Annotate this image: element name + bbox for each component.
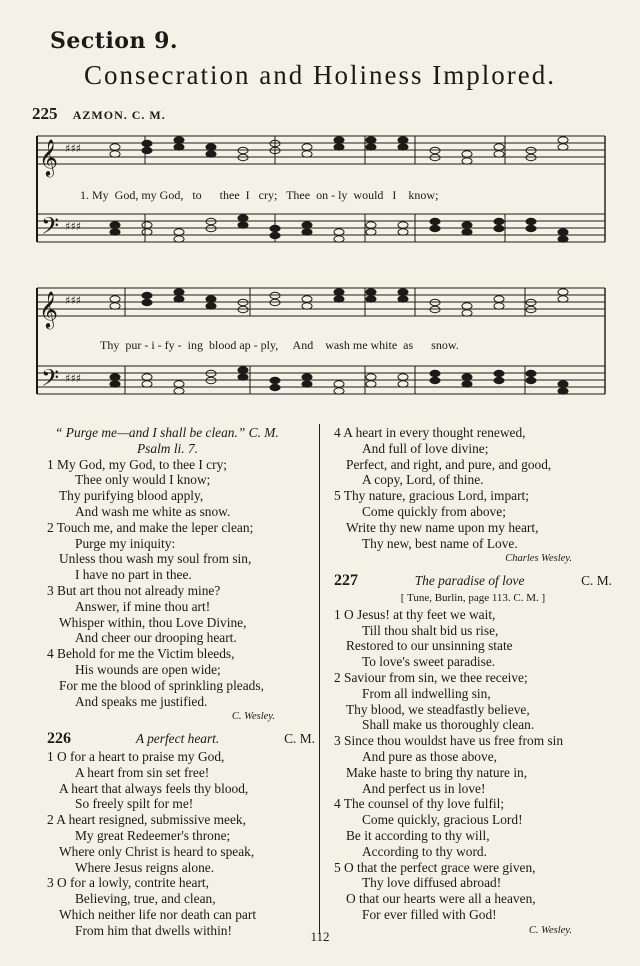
- verse-line: 1 My God, my God, to thee I cry;: [47, 456, 228, 472]
- note-head: [462, 222, 472, 228]
- verse-line: My great Redeemer's throne;: [75, 827, 231, 843]
- note-head: [270, 225, 280, 231]
- note-head: [398, 381, 408, 387]
- note-head: [174, 229, 184, 235]
- note-head: [558, 296, 568, 302]
- verse-line: Come quickly from above;: [362, 503, 506, 519]
- hymn-number: 227: [334, 572, 358, 590]
- clef-symbol: 𝄢: [41, 212, 60, 245]
- note-head: [238, 222, 248, 228]
- note-head: [430, 377, 440, 383]
- hymn-subtitle: The paradise of love: [414, 573, 525, 589]
- verse-line: Till thou shalt bid us rise,: [362, 622, 499, 638]
- note-head: [462, 229, 472, 235]
- verse-line: Shall make us thoroughly clean.: [362, 717, 535, 733]
- note-head: [174, 144, 184, 150]
- note-head: [462, 381, 472, 387]
- note-head: [462, 374, 472, 380]
- note-head: [494, 144, 504, 150]
- clef-symbol: ♯♯♯: [65, 294, 81, 307]
- verse-line: 4 A heart in every thought renewed,: [334, 425, 526, 440]
- note-head: [110, 381, 120, 387]
- note-head: [398, 289, 408, 295]
- verse-line: A heart from sin set free!: [75, 764, 210, 780]
- note-head: [142, 292, 152, 298]
- note-head: [206, 144, 216, 150]
- note-head: [270, 232, 280, 238]
- clef-symbol: ♯♯♯: [65, 372, 81, 385]
- note-head: [174, 236, 184, 242]
- verse-line: Where Jesus reigns alone.: [75, 859, 215, 875]
- note-head: [558, 137, 568, 143]
- note-head: [238, 374, 248, 380]
- verse-line: O that our hearts were all a heaven,: [346, 891, 536, 907]
- verse-line: Thy blood, we steadfastly believe,: [346, 701, 530, 717]
- verse-line: Come quickly, gracious Lord!: [362, 812, 523, 828]
- note-head: [334, 296, 344, 302]
- note-head: [430, 218, 440, 224]
- note-head: [494, 303, 504, 309]
- hymn-225-header: [32, 104, 166, 124]
- verse-line: Write thy new name upon my heart,: [346, 519, 539, 535]
- verse-line: So freely spilt for me!: [75, 796, 194, 812]
- right-column: [334, 425, 612, 939]
- verse-line: His wounds are open wide;: [75, 661, 221, 677]
- note-head: [238, 215, 248, 221]
- note-head: [366, 289, 376, 295]
- note-head: [174, 137, 184, 143]
- lyric-line-2: Thy pur - i - fy - ing blood ap - ply, And wash me white as snow.: [100, 338, 459, 352]
- note-head: [110, 151, 120, 157]
- verse-line: Thy love diffused abroad!: [362, 875, 502, 891]
- meter: C. M.: [581, 573, 612, 589]
- note-head: [142, 381, 152, 387]
- note-head: [174, 388, 184, 394]
- verse-line: Thy purifying blood apply,: [59, 488, 204, 504]
- verse-line: For ever filled with God!: [362, 906, 497, 922]
- verse-line: Whisper within, thou Love Divine,: [59, 614, 247, 630]
- hymn-number: 225: [32, 104, 58, 123]
- scripture-reference: Psalm li. 7.: [137, 440, 199, 456]
- note-head: [302, 222, 312, 228]
- note-head: [334, 388, 344, 394]
- note-head: [206, 151, 216, 157]
- verse-line: I have no part in thee.: [75, 567, 192, 583]
- verse-line: Which neither life nor death can part: [59, 906, 257, 922]
- note-head: [462, 151, 472, 157]
- lyric-line-1: 1. My God, my God, to thee I cry; Thee on - ly would I know;: [80, 188, 439, 202]
- verse-line: A copy, Lord, of thine.: [362, 472, 484, 488]
- note-head: [110, 374, 120, 380]
- note-head: [366, 137, 376, 143]
- note-head: [302, 374, 312, 380]
- verse-line: 3 But art thou not already mine?: [47, 582, 221, 598]
- verse-line: Thy new, best name of Love.: [362, 535, 518, 551]
- hymn-heading-text: “ Purge me—and I shall be clean.” C. M.: [55, 425, 279, 440]
- note-head: [398, 296, 408, 302]
- tune-name: AZMON. C. M.: [72, 108, 166, 122]
- note-head: [334, 229, 344, 235]
- verse-line: And full of love divine;: [362, 440, 489, 456]
- verse-line: A heart that always feels thy blood,: [59, 780, 249, 796]
- note-head: [462, 303, 472, 309]
- note-head: [526, 225, 536, 231]
- note-head: [430, 225, 440, 231]
- page-number: 112: [310, 929, 330, 944]
- verse-line: From all indwelling sin,: [362, 685, 491, 701]
- page-title: Consecration and Holiness Implored.: [84, 60, 556, 90]
- clef-symbol: ♯♯♯: [65, 220, 81, 233]
- note-head: [142, 140, 152, 146]
- note-head: [526, 218, 536, 224]
- note-head: [558, 236, 568, 242]
- note-head: [558, 388, 568, 394]
- verse-line: 4 The counsel of thy love fulfil;: [334, 796, 505, 812]
- verse-line: Purge my iniquity:: [75, 535, 176, 551]
- note-head: [110, 229, 120, 235]
- note-head: [398, 229, 408, 235]
- note-head: [302, 381, 312, 387]
- note-head: [398, 144, 408, 150]
- note-head: [462, 158, 472, 164]
- tune-reference: [ Tune, Burlin, page 113. C. M. ]: [400, 591, 546, 604]
- verse-line: 2 Saviour from sin, we thee receive;: [334, 669, 528, 685]
- note-head: [142, 229, 152, 235]
- note-head: [142, 147, 152, 153]
- verse-line: For me the blood of sprinkling pleads,: [59, 677, 264, 693]
- note-head: [206, 296, 216, 302]
- note-head: [334, 289, 344, 295]
- note-head: [334, 236, 344, 242]
- note-head: [494, 377, 504, 383]
- verse-line: 3 O for a lowly, contrite heart,: [47, 875, 209, 891]
- note-head: [398, 137, 408, 143]
- note-head: [366, 144, 376, 150]
- verse-line: Restored to our unsinning state: [346, 638, 513, 654]
- section-heading: Section 9.: [50, 28, 179, 54]
- note-head: [494, 151, 504, 157]
- note-head: [558, 289, 568, 295]
- hymn-subtitle: A perfect heart.: [135, 731, 220, 747]
- verse-line: Be it according to thy will,: [346, 827, 490, 843]
- author-attribution: Charles Wesley.: [505, 553, 572, 565]
- note-head: [206, 303, 216, 309]
- note-head: [494, 225, 504, 231]
- note-head: [462, 310, 472, 316]
- note-head: [494, 218, 504, 224]
- hymn-heading: [334, 573, 612, 589]
- verse-line: 1 O Jesus! at thy feet we wait,: [334, 606, 496, 622]
- note-head: [302, 229, 312, 235]
- clef-symbol: 𝄢: [41, 364, 60, 397]
- verse-line: And speaks me justified.: [75, 693, 208, 709]
- note-head: [334, 381, 344, 387]
- column-divider: [319, 424, 320, 934]
- note-head: [110, 222, 120, 228]
- verse-line: To love's sweet paradise.: [362, 654, 496, 670]
- verse-line: 2 A heart resigned, submissive meek,: [47, 812, 246, 828]
- note-head: [142, 374, 152, 380]
- verse-line: 2 Touch me, and make the leper clean;: [47, 519, 254, 535]
- verse-line: According to thy word.: [362, 843, 487, 859]
- note-head: [334, 137, 344, 143]
- note-head: [110, 144, 120, 150]
- note-head: [142, 299, 152, 305]
- verse-line: Perfect, and right, and pure, and good,: [346, 456, 552, 472]
- clef-symbol: 𝄞: [39, 138, 58, 176]
- note-head: [270, 377, 280, 383]
- verse-line: Make haste to bring thy nature in,: [346, 764, 528, 780]
- note-head: [398, 374, 408, 380]
- left-column: [47, 425, 315, 939]
- verse-line: 5 O that the perfect grace were given,: [334, 859, 536, 875]
- verse-line: Unless thou wash my soul from sin,: [59, 551, 252, 567]
- clef-symbol: 𝄞: [39, 290, 58, 328]
- verse-line: Thee only would I know;: [75, 472, 211, 488]
- verse-line: Answer, if mine thou art!: [75, 598, 211, 614]
- note-head: [494, 370, 504, 376]
- note-head: [366, 381, 376, 387]
- note-head: [366, 222, 376, 228]
- verse-line: 5 Thy nature, gracious Lord, impart;: [334, 488, 529, 504]
- note-head: [302, 296, 312, 302]
- note-head: [526, 370, 536, 376]
- verse-line: And pure as those above,: [362, 748, 497, 764]
- hymn-number: 226: [47, 730, 71, 748]
- author-attribution: C. Wesley.: [231, 711, 275, 723]
- note-head: [270, 384, 280, 390]
- note-head: [558, 229, 568, 235]
- verse-line: And perfect us in love!: [362, 780, 486, 796]
- note-head: [558, 144, 568, 150]
- verse-line: 1 O for a heart to praise my God,: [47, 748, 225, 764]
- verse-line: Where only Christ is heard to speak,: [59, 843, 255, 859]
- note-head: [366, 374, 376, 380]
- note-head: [494, 296, 504, 302]
- verse-line: And cheer our drooping heart.: [75, 630, 237, 646]
- note-head: [110, 296, 120, 302]
- note-head: [110, 303, 120, 309]
- hymn-heading: [47, 731, 315, 747]
- note-head: [334, 144, 344, 150]
- note-head: [302, 144, 312, 150]
- note-head: [366, 229, 376, 235]
- verse-line: 3 Since thou wouldst have us free from sin: [334, 733, 564, 749]
- verse-line: And wash me white as snow.: [75, 503, 231, 519]
- note-head: [174, 381, 184, 387]
- author-attribution: C. Wesley.: [528, 924, 572, 936]
- note-head: [430, 370, 440, 376]
- note-head: [174, 289, 184, 295]
- note-head: [174, 296, 184, 302]
- note-head: [238, 367, 248, 373]
- note-head: [398, 222, 408, 228]
- meter: C. M.: [284, 731, 315, 747]
- note-head: [366, 296, 376, 302]
- note-head: [302, 303, 312, 309]
- clef-symbol: ♯♯♯: [65, 142, 81, 155]
- verse-line: From him that dwells within!: [75, 922, 232, 938]
- verse-line: 4 Behold for me the Victim bleeds,: [47, 646, 235, 662]
- note-head: [558, 381, 568, 387]
- note-head: [526, 377, 536, 383]
- note-head: [142, 222, 152, 228]
- note-head: [302, 151, 312, 157]
- verse-line: Believing, true, and clean,: [75, 891, 216, 907]
